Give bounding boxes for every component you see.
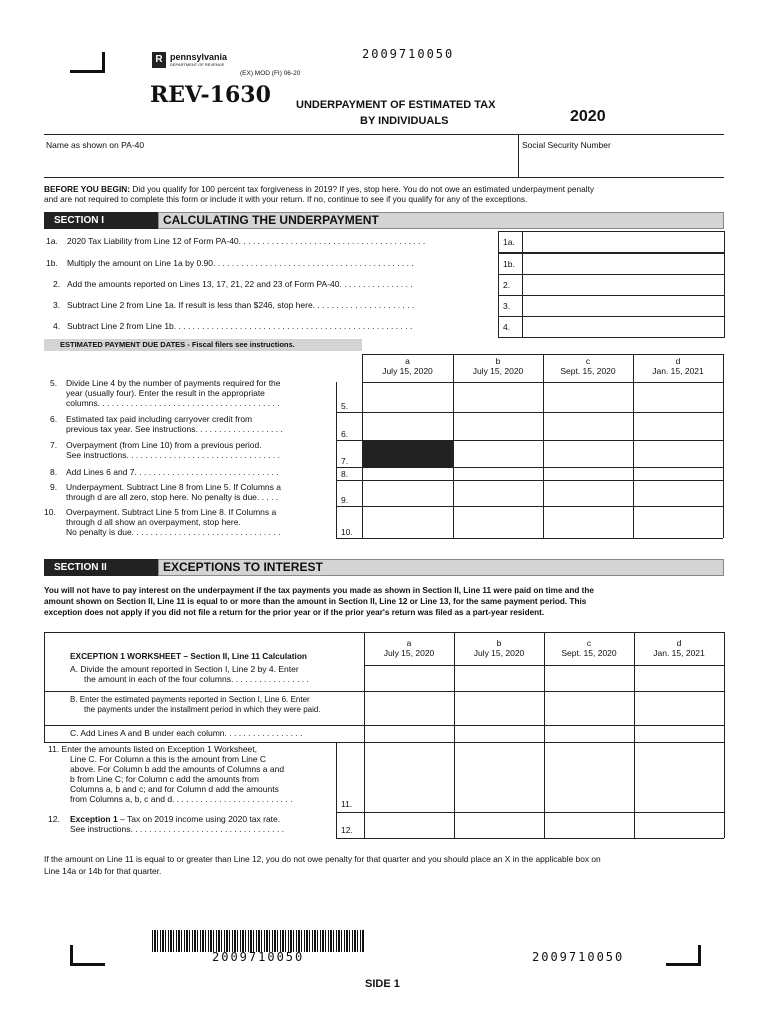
line-number: 2. [53, 279, 61, 289]
line-amount-field[interactable] [522, 274, 725, 296]
line11-text: Columns a, b and c; and for Column d add the amounts [70, 784, 279, 794]
logo-sub: DEPARTMENT OF REVENUE [170, 62, 225, 67]
form-title-line2: BY INDIVIDUALS [360, 115, 449, 127]
barcode [152, 930, 364, 952]
ssn-field[interactable] [520, 152, 723, 176]
row-number: 6. [50, 414, 58, 424]
right-form-code: 2009710050 [532, 950, 625, 964]
line-number: 1a. [46, 236, 58, 246]
ws-left [44, 632, 45, 742]
row-number: 7. [50, 440, 58, 450]
ex-column-date: July 15, 2020 [473, 648, 525, 658]
line-amount-field[interactable] [522, 253, 725, 275]
amount-cell[interactable] [454, 481, 542, 505]
row-box-left [336, 506, 337, 538]
corner-mark-top-left [70, 52, 105, 73]
row11-box-left [336, 742, 337, 838]
keystone-icon: R [152, 52, 166, 68]
line-text: Multiply the amount on Line 1a by 0.90. . . . . . . . . . . . . . . . . . . . . . . . . . . . . . . . . . . . . . . . . . . [67, 258, 414, 268]
amount-cell[interactable] [454, 441, 542, 466]
line-box-number: 1b. [503, 259, 515, 269]
ws-b1: B. Enter the estimated payments reported in Section I, Line 6. Enter [70, 695, 310, 704]
line11-text: 11. Enter the amounts listed on Exception 1 Worksheet, [48, 744, 257, 754]
ex-column-letter: c [586, 638, 592, 648]
header-rule [44, 134, 724, 135]
row11-box-number: 11. [341, 799, 353, 809]
row-number: 10. [44, 507, 56, 517]
column-date: July 15, 2020 [382, 366, 433, 376]
column-date: Jan. 15, 2021 [652, 366, 704, 376]
amount-cell[interactable] [544, 413, 632, 439]
name-label: Name as shown on PA-40 [46, 140, 145, 150]
ex-column-letter: d [676, 638, 682, 648]
section2-intro [44, 585, 734, 618]
corner-mark-bottom-right [666, 945, 701, 966]
before-text2: and are not required to complete this form or include it with your return. If no, continue to see if you qualify for any of the exceptions. [44, 194, 528, 204]
column-letter: d [675, 356, 681, 366]
ex-grid-top [44, 632, 724, 633]
line11-text: Line C. For Column a this is the amount from Line C [70, 754, 267, 764]
row-line2: previous tax year. See instructions. . . . . . . . . . . . . . . . . . . [66, 424, 283, 434]
ws-a1: A. Divide the amount reported in Section I, Line 2 by 4. Enter [70, 664, 299, 674]
amount-cell[interactable] [634, 441, 722, 466]
row-line2: See instructions. . . . . . . . . . . . . . . . . . . . . . . . . . . . . . . . . [66, 450, 280, 460]
column-letter: b [495, 356, 501, 366]
amount-cell[interactable] [454, 468, 542, 479]
row-number: 5. [50, 378, 58, 388]
line-box-number: 3. [503, 301, 511, 311]
amount-cell[interactable] [363, 383, 452, 411]
ex-column-letter: b [496, 638, 502, 648]
amount-cell[interactable] [363, 507, 452, 537]
ex-amount-cell[interactable] [455, 692, 543, 724]
line-box-number-cell [498, 295, 524, 317]
ex-amount-cell[interactable] [545, 692, 633, 724]
ex-column-header [634, 638, 724, 658]
line-number: 1b. [46, 258, 58, 268]
row-number: 9. [50, 482, 58, 492]
line-number: 4. [53, 321, 61, 331]
section1-label: SECTION I [44, 212, 158, 229]
line12-num: 12. [48, 814, 60, 824]
ex-column-header [544, 638, 634, 658]
ex-amount-cell[interactable] [365, 743, 453, 811]
column-header [633, 356, 723, 376]
ws-a2: the amount in each of the four columns. . . . . . . . . . . . . . . . . [84, 674, 309, 684]
row-box-number: 5. [341, 401, 349, 411]
amount-cell[interactable] [544, 507, 632, 537]
column-letter: c [585, 356, 591, 366]
row-number: 8. [50, 467, 58, 477]
ex-amount-cell[interactable] [455, 666, 543, 690]
ex-amount-cell[interactable] [365, 813, 453, 837]
ex-amount-cell[interactable] [635, 666, 723, 690]
top-form-code: 2009710050 [362, 47, 455, 61]
ex-amount-cell[interactable] [545, 726, 633, 741]
row-line3: columns. . . . . . . . . . . . . . . . . . . . . . . . . . . . . . . . . . . . . . . [66, 398, 280, 408]
ex-amount-cell[interactable] [455, 813, 543, 837]
line-amount-field[interactable] [522, 316, 725, 338]
row-box-left [336, 440, 337, 467]
before-text1: Did you qualify for 100 percent tax forgiveness in 2019? If yes, stop here. You do not owe an estimated underpayment penalty [130, 184, 595, 194]
line-box-number-cell [498, 274, 524, 296]
ex-column-header [454, 638, 544, 658]
line-text: Subtract Line 2 from Line 1b. . . . . . . . . . . . . . . . . . . . . . . . . . . . . . . . . . . . . . . . . . . . . . . . . . . [67, 321, 413, 331]
ex-amount-cell[interactable] [635, 813, 723, 837]
amount-cell[interactable] [363, 413, 452, 439]
column-date: July 15, 2020 [472, 366, 524, 376]
ex-column-header [364, 638, 454, 658]
amount-cell[interactable] [363, 468, 452, 479]
ssn-label: Social Security Number [522, 140, 611, 150]
tax-year: 2020 [570, 108, 606, 125]
ex-amount-cell[interactable] [635, 692, 723, 724]
line11-text: b from Line C; for Column c add the amounts from [70, 774, 259, 784]
ex-amount-cell[interactable] [365, 666, 453, 690]
line12-rest: – Tax on 2019 income using 2020 tax rate. [117, 814, 281, 824]
amount-cell[interactable] [363, 481, 452, 505]
row-box-left [336, 480, 337, 506]
line-box-number-cell [498, 316, 524, 338]
form-title-line1: UNDERPAYMENT OF ESTIMATED TAX [296, 99, 496, 111]
due-dates-label: ESTIMATED PAYMENT DUE DATES - Fiscal filers see instructions. [60, 340, 295, 349]
row-line2: through d all show an overpayment, stop here. [66, 517, 241, 527]
grid-col-line [723, 354, 724, 538]
ex-column-date: Jan. 15, 2021 [653, 648, 705, 658]
amount-cell[interactable] [634, 383, 722, 411]
footer-note2: Line 14a or 14b for that quarter. [44, 866, 162, 876]
row-box-left [336, 382, 337, 412]
corner-mark-bottom-left [70, 945, 105, 966]
line-box-number: 2. [503, 280, 511, 290]
line12-bold: Exception 1 [70, 814, 118, 824]
amount-cell[interactable] [454, 507, 542, 537]
amount-cell[interactable] [544, 383, 632, 411]
logo-name: pennsylvania [170, 52, 228, 62]
line-box-number: 4. [503, 322, 511, 332]
line-text: Add the amounts reported on Lines 13, 17, 21, 22 and 23 of Form PA-40. . . . . . . . . . . . . . . . [67, 279, 413, 289]
row-box-number: 8. [341, 469, 349, 479]
line12-l2: See instructions. . . . . . . . . . . . . . . . . . . . . . . . . . . . . . . . . [70, 824, 284, 834]
footer-note1: If the amount on Line 11 is equal to or greater than Line 12, you do not owe penalty for that quarter and you should place an X in the applicable box on [44, 854, 601, 864]
section2-label: SECTION II [44, 559, 158, 576]
row-box-number: 10. [341, 527, 353, 537]
ex-column-date: July 15, 2020 [383, 648, 435, 658]
row-line1: Overpayment. Subtract Line 5 from Line 8. If Columns a [66, 507, 277, 517]
amount-cell[interactable] [634, 507, 722, 537]
footer-note [44, 853, 734, 877]
section2-intro2: amount shown on Section II, Line 11 is equal to or more than the amount in Section II, Line 12 or Line 13, for the same payment period. This [44, 597, 587, 606]
line11-text: above. For Column b add the amounts of Columns a and [70, 764, 285, 774]
section2-bar [44, 559, 724, 576]
before-you-begin [44, 184, 734, 204]
before-bold: BEFORE YOU BEGIN: [44, 184, 131, 194]
amount-cell[interactable] [634, 468, 722, 479]
ex-amount-cell[interactable] [545, 666, 633, 690]
section1-bar [44, 212, 724, 229]
ex-column-date: Sept. 15, 2020 [561, 648, 617, 658]
line-amount-field[interactable] [522, 231, 725, 253]
ex-column-letter: a [406, 638, 412, 648]
ex-amount-cell[interactable] [635, 743, 723, 811]
row12-box-number: 12. [341, 825, 353, 835]
column-header [453, 356, 543, 376]
ex-amount-cell[interactable] [365, 726, 453, 741]
amount-cell[interactable] [454, 413, 542, 439]
line-text: 2020 Tax Liability from Line 12 of Form PA-40. . . . . . . . . . . . . . . . . . . . . . . . . . . . . . . . . . . . . . . . [67, 236, 426, 246]
ws-bottom [44, 742, 364, 743]
row-line1: Add Lines 6 and 7. . . . . . . . . . . . . . . . . . . . . . . . . . . . . . . [66, 467, 279, 477]
amount-cell[interactable] [544, 481, 632, 505]
ws-b2: the payments under the installment period in which they were paid. [84, 705, 321, 714]
form-number: REV-1630 [150, 82, 271, 108]
side-label: SIDE 1 [365, 978, 400, 990]
row-box-number: 6. [341, 429, 349, 439]
ex-amount-cell[interactable] [365, 692, 453, 724]
column-header [362, 356, 453, 376]
column-header [543, 356, 633, 376]
column-letter: a [405, 356, 410, 366]
line-box-number: 1a. [503, 237, 515, 247]
ex-col-line [724, 632, 725, 838]
barcode-code: 2009710050 [212, 950, 305, 964]
section2-intro3: exception does not apply if you did not file a return for the prior year or if the prior year's return was filed as a part-year resident. [44, 608, 545, 617]
row-line1: Overpayment (from Line 10) from a previous period. [66, 440, 262, 450]
line11-text: from Columns a, b, c and d. . . . . . . . . . . . . . . . . . . . . . . . . . [70, 794, 293, 804]
row-box-number: 9. [341, 495, 349, 505]
grid-row-line [336, 538, 723, 539]
line-number: 3. [53, 300, 61, 310]
blacked-out-cell [362, 440, 453, 467]
form-mod: (EX) MOD (FI) 06-20 [240, 70, 301, 77]
line12-text [70, 814, 334, 824]
line-text: Subtract Line 2 from Line 1a. If result is less than $246, stop here. . . . . . . . . . . . . . . . . . . . . . [67, 300, 415, 310]
row-line2: through d are all zero, stop here. No penalty is due. . . . . [66, 492, 279, 502]
ws-c: C. Add Lines A and B under each column. . . . . . . . . . . . . . . . . [70, 728, 303, 738]
row-line1: Estimated tax paid including carryover credit from [66, 414, 253, 424]
amount-cell[interactable] [634, 413, 722, 439]
ex-amount-cell[interactable] [455, 726, 543, 741]
section2-intro1: You will not have to pay interest on the underpayment if the tax payments you made as shown in Section II, Line 11 were paid on time and the [44, 586, 594, 595]
row-line1: Underpayment. Subtract Line 8 from Line 5. If Columns a [66, 482, 281, 492]
line-amount-field[interactable] [522, 295, 725, 317]
ex-amount-cell[interactable] [545, 743, 633, 811]
ex-row-line [336, 838, 724, 839]
row-box-left [336, 467, 337, 480]
section1-title: CALCULATING THE UNDERPAYMENT [158, 212, 724, 229]
ex-amount-cell[interactable] [545, 813, 633, 837]
amount-cell[interactable] [544, 468, 632, 479]
name-bottom-rule [44, 177, 724, 178]
row-box-number: 7. [341, 456, 349, 466]
section2-title: EXCEPTIONS TO INTEREST [158, 559, 724, 576]
row-box-left [336, 412, 337, 440]
amount-cell[interactable] [454, 383, 542, 411]
ex-amount-cell[interactable] [635, 726, 723, 741]
grid-top [362, 354, 723, 355]
row-line3: No penalty is due. . . . . . . . . . . . . . . . . . . . . . . . . . . . . . . . [66, 527, 281, 537]
column-date: Sept. 15, 2020 [560, 366, 616, 376]
amount-cell[interactable] [634, 481, 722, 505]
amount-cell[interactable] [544, 441, 632, 466]
ex-amount-cell[interactable] [455, 743, 543, 811]
row-line2: year (usually four). Enter the result in the appropriate [66, 388, 265, 398]
name-ssn-divider [518, 134, 519, 177]
ws-title: EXCEPTION 1 WORKSHEET – Section II, Line 11 Calculation [70, 651, 307, 661]
row-line1: Divide Line 4 by the number of payments required for the [66, 378, 281, 388]
name-field[interactable] [44, 152, 516, 176]
